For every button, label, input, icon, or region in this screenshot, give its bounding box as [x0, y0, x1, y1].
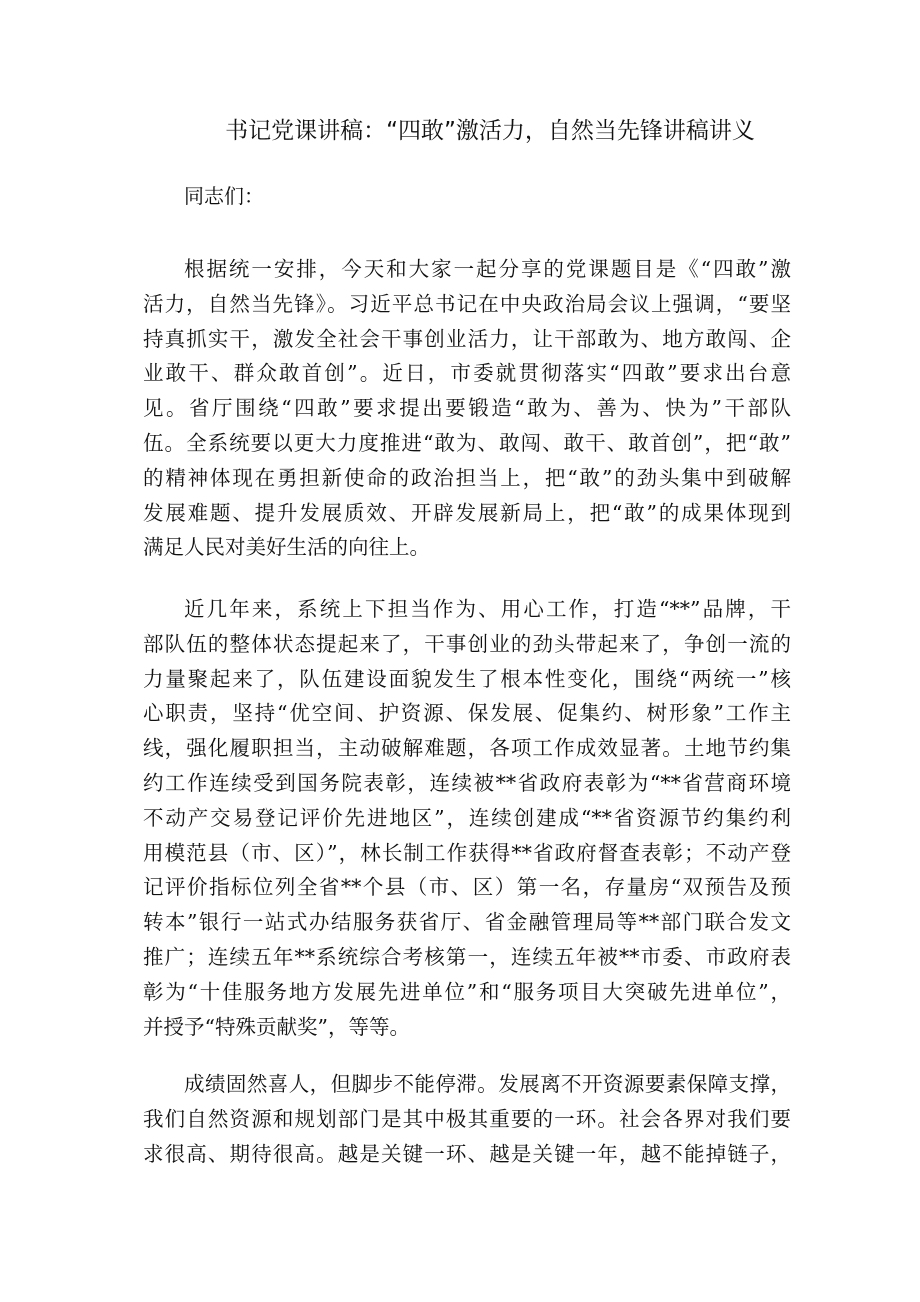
- text-line: 活力，自然当先锋》。习近平总书记在中央政治局会议上强调，“要坚: [143, 291, 791, 316]
- paragraph-3: [143, 1067, 791, 1171]
- text-line: 线，强化履职担当，主动破解难题，各项工作成效显著。土地节约集: [143, 736, 791, 761]
- text-line: 用模范县（市、区）”，林长制工作获得**省政府督查表彰；不动产登: [143, 840, 791, 865]
- text-line: 并授予“特殊贡献奖”，等等。: [143, 1014, 410, 1039]
- text-line: 成绩固然喜人，但脚步不能停滞。发展离不开资源要素保障支撑，: [184, 1072, 791, 1096]
- text-line: 持真抓实干，激发全社会干事创业活力，让干部敢为、地方敢闯、企: [143, 326, 791, 351]
- document-title: 书记党课讲稿：“四敢”激活力，自然当先锋讲稿讲义: [225, 118, 755, 144]
- paragraph-2: [143, 592, 791, 1044]
- text-line: 心职责，坚持“优空间、护资源、保发展、促集约、树形象”工作主: [143, 701, 791, 726]
- text-line: 不动产交易登记评价先进地区”，连续创建成“**省资源节约集约利: [143, 805, 791, 830]
- text-line: 力量聚起来了，队伍建设面貌发生了根本性变化，围绕“两统一”核: [143, 666, 791, 691]
- text-line: 的精神体现在勇担新使命的政治担当上，把“敢”的劲头集中到破解: [143, 465, 791, 490]
- text-line: 伍。全系统要以更大力度推进“敢为、敢闯、敢干、敢首创”，把“敢”: [143, 430, 791, 455]
- text-line: 推广；连续五年**系统综合考核第一，连续五年被**市委、市政府表: [143, 944, 791, 969]
- text-line: 我们自然资源和规划部门是其中极其重要的一环。社会各界对我们要: [143, 1106, 791, 1131]
- text-line: 约工作连续受到国务院表彰，连续被**省政府表彰为“**省营商环境: [143, 770, 791, 795]
- paragraph-1: [143, 252, 791, 565]
- text-line: 记评价指标位列全省**个县（市、区）第一名，存量房“双预告及预: [143, 875, 791, 900]
- text-line: 发展难题、提升发展质效、开辟发展新局上，把“敢”的成果体现到: [143, 500, 791, 525]
- salutation: 同志们：: [184, 184, 264, 208]
- text-line: 求很高、期待很高。越是关键一环、越是关键一年，越不能掉链子，: [143, 1141, 791, 1166]
- text-line: 满足人民对美好生活的向往上。: [143, 535, 430, 560]
- text-line: 见。省厅围绕“四敢”要求提出要锻造“敢为、善为、快为”干部队: [143, 396, 791, 421]
- text-line: 部队伍的整体状态提起来了，干事创业的劲头带起来了，争创一流的: [143, 631, 791, 656]
- text-line: 彰为“十佳服务地方发展先进单位”和“服务项目大突破先进单位”，: [143, 979, 791, 1004]
- text-line: 转本”银行一站式办结服务获省厅、省金融管理局等**部门联合发文: [143, 910, 791, 935]
- text-line: 根据统一安排，今天和大家一起分享的党课题目是《“四敢”激: [184, 257, 791, 281]
- text-line: 近几年来，系统上下担当作为、用心工作，打造“**”品牌，干: [184, 597, 791, 621]
- text-line: 业敢干、群众敢首创”。近日，市委就贯彻落实“四敢”要求出台意: [143, 361, 791, 386]
